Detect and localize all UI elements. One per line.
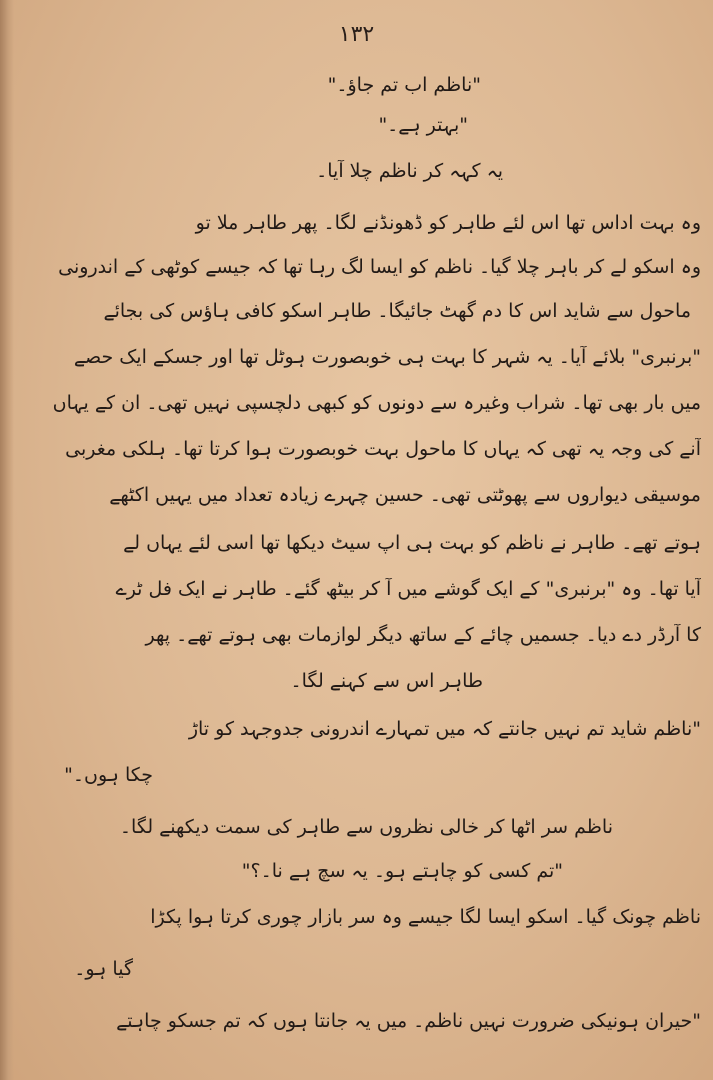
text-line: "ناظم شاید تم نہیں جانتے کہ میں تمہارے اندرونی جدوجہد کو تاڑ — [188, 718, 701, 740]
text-line: میں بار بھی تھا۔ شراب وغیرہ سے دونوں کو کبھی دلچسپی نہیں تھی۔ ان کے یہاں — [52, 392, 701, 414]
text-line: کا آرڈر دے دیا۔ جسمیں چائے کے ساتھ دیگر لوازمات بھی ہوتے تھے۔ پھر — [145, 624, 701, 646]
text-line: ہوتے تھے۔ طاہر نے ناظم کو بہت ہی اپ سیٹ دیکھا تھا اسی لئے یہاں لے — [123, 532, 701, 554]
text-line: آنے کی وجہ یہ تھی کہ یہاں کا ماحول بہت خوبصورت ہوا کرتا تھا۔ ہلکی مغربی — [65, 438, 701, 460]
text-line: ناظم سر اٹھا کر خالی نظروں سے طاہر کی سمت دیکھنے لگا۔ — [119, 816, 613, 838]
text-line: وہ بہت اداس تھا اس لئے طاہر کو ڈھونڈنے لگا۔ پھر طاہر ملا تو — [195, 212, 701, 234]
text-line: یہ کہہ کر ناظم چلا آیا۔ — [316, 160, 503, 182]
text-line: "بہتر ہے۔" — [378, 114, 468, 136]
text-line: طاہر اس سے کہنے لگا۔ — [290, 670, 483, 692]
text-line: "تم کسی کو چاہتے ہو۔ یہ سچ ہے نا۔؟" — [241, 860, 563, 882]
text-line: "حیران ہونیکی ضرورت نہیں ناظم۔ میں یہ جانتا ہوں کہ تم جسکو چاہتے — [116, 1010, 701, 1032]
page-number: ۱۳۲ — [338, 22, 375, 47]
text-line: آیا تھا۔ وہ "برنبری" کے ایک گوشے میں آ کر بیٹھ گئے۔ طاہر نے ایک فل ٹرے — [115, 578, 701, 600]
text-line: وہ اسکو لے کر باہر چلا گیا۔ ناظم کو ایسا لگ رہا تھا کہ جیسے کوٹھی کے اندرونی — [58, 256, 701, 278]
text-line: چکا ہوں۔" — [64, 764, 153, 786]
text-line: ناظم چونک گیا۔ اسکو ایسا لگا جیسے وہ سر بازار چوری کرتا ہوا پکڑا — [150, 906, 701, 928]
text-line: "برنبری" بلائے آیا۔ یہ شہر کا بہت ہی خوبصورت ہوٹل تھا اور جسکے ایک حصے — [73, 346, 701, 368]
text-line: "ناظم اب تم جاؤ۔" — [327, 74, 481, 96]
text-line: موسیقی دیواروں سے پھوٹتی تھی۔ حسین چہرے زیادہ تعداد میں یہیں اکٹھے — [109, 484, 701, 506]
text-line: ماحول سے شاید اس کا دم گھٹ جائیگا۔ طاہر اسکو کافی ہاؤس کی بجائے — [103, 300, 691, 322]
text-line: گیا ہو۔ — [74, 958, 133, 980]
